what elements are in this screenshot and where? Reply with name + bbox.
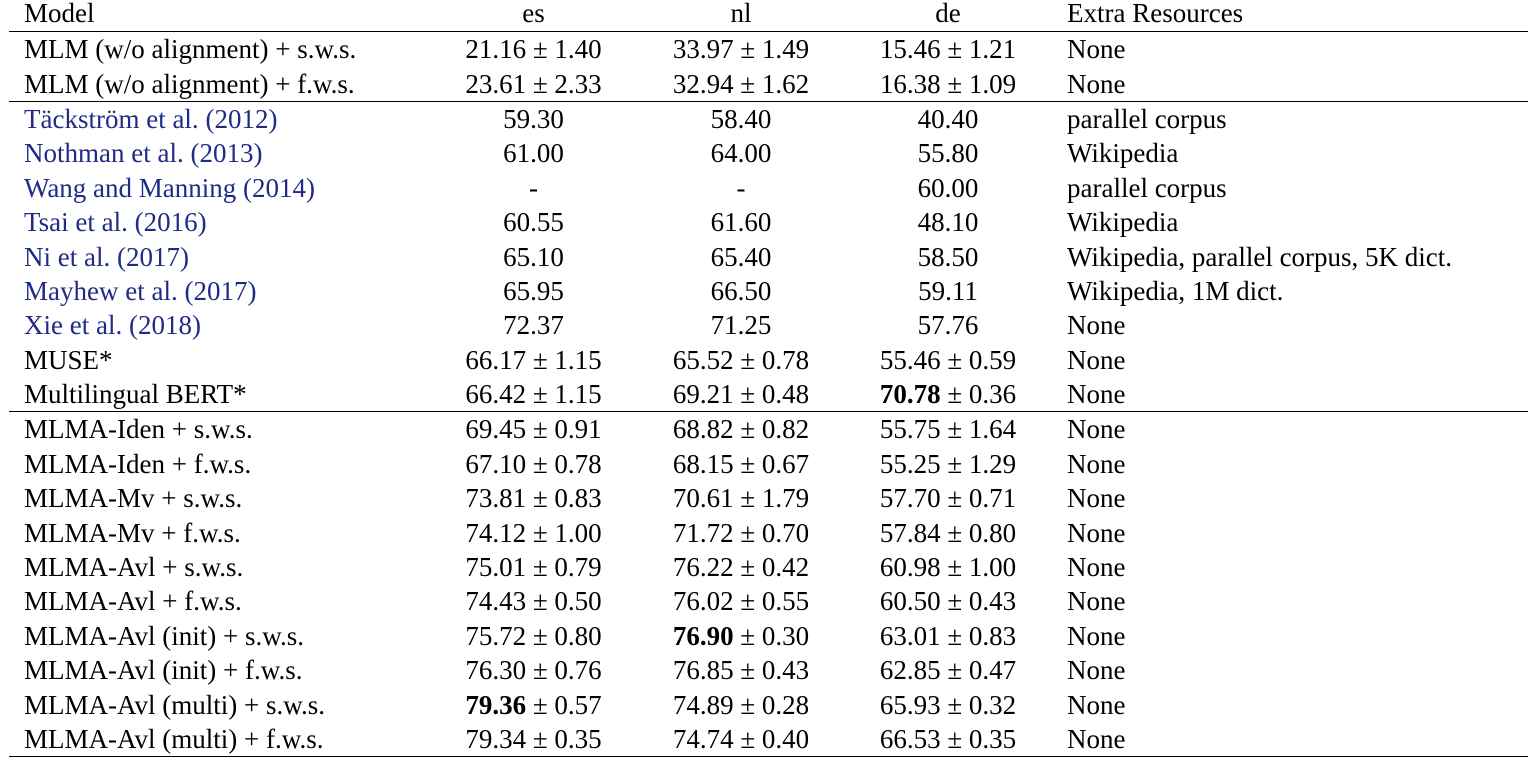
model-cell: MLMA-Mv + s.w.s. (24, 483, 243, 514)
es-sd: 1.15 (554, 379, 602, 410)
de-cell (844, 653, 1052, 687)
es-value: 76.30 (465, 655, 527, 686)
es-sd: 1.40 (554, 34, 602, 65)
pm-sign: ± (740, 344, 756, 375)
table-row (9, 584, 1528, 618)
extra-cell: parallel corpus (1067, 172, 1227, 203)
extra-cell: None (1067, 483, 1126, 514)
de-cell: 55.80 (917, 138, 979, 169)
nl-sd: 0.67 (761, 448, 810, 479)
de-cell (844, 481, 1052, 515)
table-row (9, 619, 1528, 653)
results-table (9, 0, 1528, 757)
model-cell: Tsai et al. (2016) (24, 207, 207, 238)
de-cell: 40.40 (844, 101, 1052, 136)
es-value: 69.45 (465, 414, 527, 445)
es-sd: 0.76 (554, 655, 602, 686)
de-sd: 0.36 (968, 379, 1017, 410)
es-sd: 1.00 (554, 517, 602, 548)
table-row (9, 377, 1528, 412)
pm-sign: ± (740, 620, 756, 651)
de-cell (844, 343, 1052, 377)
citation-year[interactable]: 2014 (252, 172, 307, 203)
model-cell: MLMA-Avl (multi) + s.w.s. (24, 689, 325, 720)
pm-sign: ± (532, 344, 548, 375)
pm-sign: ± (532, 68, 548, 99)
de-cell (844, 687, 1052, 721)
nl-cell (638, 32, 844, 67)
nl-sd: 0.48 (761, 379, 810, 410)
extra-cell: parallel corpus (1052, 101, 1528, 136)
citation-link[interactable]: Mayhew et al. (24, 275, 178, 306)
pm-sign: ± (947, 68, 963, 99)
de-value: 60.50 (879, 586, 941, 617)
model-cell: Multilingual BERT* (24, 379, 247, 410)
table-row (9, 515, 1528, 549)
es-cell (429, 653, 638, 687)
nl-cell (638, 66, 844, 101)
de-cell: 60.00 (917, 172, 979, 203)
es-cell (429, 515, 638, 549)
pm-sign: ± (532, 620, 548, 651)
es-sd: 0.57 (554, 689, 602, 720)
pm-sign: ± (740, 34, 756, 65)
es-cell: - (529, 172, 538, 203)
citation-year[interactable]: 2013 (199, 138, 254, 169)
nl-value: 74.89 (672, 689, 734, 720)
table-row (9, 687, 1528, 721)
es-cell (429, 32, 638, 67)
citation-link[interactable]: Wang and Manning (24, 172, 237, 203)
extra-cell: None (1067, 379, 1126, 410)
de-cell: 48.10 (917, 207, 979, 238)
model-cell: MLM (w/o alignment) + f.w.s. (24, 68, 355, 99)
citation-year[interactable]: 2017 (125, 241, 180, 272)
citation-year[interactable]: 2017 (193, 275, 248, 306)
es-cell (429, 412, 638, 447)
table-row (9, 274, 1528, 308)
es-cell (429, 447, 638, 481)
de-value: 63.01 (879, 620, 941, 651)
de-sd: 1.29 (968, 448, 1017, 479)
table-row (9, 308, 1528, 342)
es-sd: 0.79 (554, 552, 602, 583)
pm-sign: ± (740, 68, 756, 99)
nl-sd: 1.62 (761, 68, 810, 99)
model-cell: MUSE* (24, 344, 113, 375)
table-row (9, 412, 1528, 447)
es-value: 79.34 (465, 724, 527, 754)
nl-sd: 0.55 (761, 586, 810, 617)
model-cell: Mayhew et al. (2017) (24, 275, 257, 306)
model-cell: Ni et al. (2017) (24, 241, 189, 272)
pm-sign: ± (947, 620, 963, 651)
es-sd: 0.35 (554, 724, 602, 754)
table-row (9, 32, 1528, 67)
nl-sd: 0.42 (761, 552, 810, 583)
de-sd: 1.64 (968, 414, 1017, 445)
nl-cell (638, 550, 844, 584)
nl-value: 68.15 (672, 448, 734, 479)
extra-cell: None (1067, 68, 1126, 99)
citation-year[interactable]: 2012 (214, 103, 269, 134)
es-sd: 0.91 (554, 414, 602, 445)
pm-sign: ± (947, 517, 963, 548)
nl-sd: 1.79 (761, 483, 810, 514)
de-cell (844, 66, 1052, 101)
pm-sign: ± (532, 34, 548, 65)
pm-sign: ± (947, 448, 963, 479)
nl-cell (638, 377, 844, 412)
es-sd: 0.50 (554, 586, 602, 617)
pm-sign: ± (532, 448, 548, 479)
table-row (9, 239, 1528, 273)
nl-cell (638, 447, 844, 481)
nl-sd: 0.28 (761, 689, 810, 720)
es-cell: 65.10 (503, 241, 564, 272)
es-cell (429, 66, 638, 101)
table-row (9, 171, 1528, 205)
header-row (9, 0, 1528, 32)
model-cell: MLMA-Mv + f.w.s. (24, 517, 241, 548)
de-cell (844, 377, 1052, 412)
de-value: 55.75 (879, 414, 941, 445)
pm-sign: ± (532, 655, 548, 686)
de-value: 57.70 (879, 483, 941, 514)
de-value: 65.93 (879, 689, 941, 720)
header-model: Model (24, 0, 95, 28)
de-sd: 0.59 (968, 344, 1017, 375)
model-cell: MLMA-Avl (init) + f.w.s. (24, 655, 303, 686)
nl-value: 76.02 (672, 586, 734, 617)
es-sd: 0.80 (554, 620, 602, 651)
pm-sign: ± (740, 586, 756, 617)
es-cell (429, 687, 638, 721)
model-cell: MLMA-Avl (multi) + f.w.s. (9, 722, 429, 757)
nl-sd: 0.82 (761, 414, 810, 445)
table-row (9, 481, 1528, 515)
pm-sign: ± (947, 379, 963, 410)
es-cell (429, 550, 638, 584)
pm-sign: ± (947, 689, 963, 720)
de-sd: 1.21 (968, 34, 1017, 65)
citation-link[interactable]: Täckström et al. (24, 103, 199, 134)
es-sd: 0.78 (554, 448, 602, 479)
header-de: de (935, 0, 961, 28)
pm-sign: ± (532, 379, 548, 410)
section-baselines-mlm (9, 32, 1528, 102)
pm-sign: ± (740, 483, 756, 514)
de-sd: 1.00 (968, 552, 1017, 583)
nl-sd: 0.70 (761, 517, 810, 548)
es-value: 75.72 (465, 620, 527, 651)
table-row (9, 653, 1528, 687)
es-value: 75.01 (465, 552, 527, 583)
nl-cell (638, 619, 844, 653)
citation-link[interactable]: Nothman et al. (24, 138, 184, 169)
es-cell (429, 584, 638, 618)
de-sd: 0.71 (968, 483, 1017, 514)
extra-cell: None (1067, 620, 1126, 651)
model-cell: Täckström et al. (2012) (9, 101, 429, 136)
section-prior-work (9, 101, 1528, 412)
nl-value: 76.22 (672, 552, 734, 583)
citation-link[interactable]: Ni et al. (24, 241, 111, 272)
de-sd: 0.32 (968, 689, 1017, 720)
pm-sign: ± (532, 724, 548, 754)
nl-cell (638, 687, 844, 721)
es-value: 74.43 (465, 586, 527, 617)
de-sd: 1.09 (968, 68, 1017, 99)
extra-cell: None (1067, 689, 1126, 720)
es-cell (429, 619, 638, 653)
nl-cell: 71.25 (710, 310, 772, 341)
de-cell (844, 722, 1052, 757)
pm-sign: ± (532, 586, 548, 617)
pm-sign: ± (947, 34, 963, 65)
extra-cell: None (1067, 517, 1126, 548)
table-row (9, 205, 1528, 239)
citation-link[interactable]: Xie et al. (24, 310, 123, 341)
nl-cell (638, 722, 844, 757)
nl-cell: 66.50 (710, 275, 772, 306)
extra-cell: Wikipedia (1067, 207, 1179, 238)
de-cell (844, 515, 1052, 549)
pm-sign: ± (740, 689, 756, 720)
nl-sd: 0.40 (761, 724, 810, 754)
pm-sign: ± (740, 552, 756, 583)
nl-sd: 0.30 (761, 620, 810, 651)
table-row (9, 66, 1528, 101)
pm-sign: ± (532, 517, 548, 548)
pm-sign: ± (740, 379, 756, 410)
de-sd: 0.83 (968, 620, 1017, 651)
model-cell: MLMA-Avl + s.w.s. (24, 552, 244, 583)
es-value: 66.42 (465, 379, 527, 410)
extra-cell: None (1067, 655, 1126, 686)
es-cell: 61.00 (503, 138, 564, 169)
nl-cell (638, 481, 844, 515)
nl-cell: - (736, 172, 746, 203)
de-cell: 58.50 (917, 241, 979, 272)
es-value: 66.17 (465, 344, 527, 375)
nl-value: 69.21 (672, 379, 734, 410)
pm-sign: ± (947, 414, 963, 445)
nl-value: 65.52 (672, 344, 734, 375)
nl-cell (638, 584, 844, 618)
de-value: 66.53 (879, 724, 941, 754)
extra-cell: Wikipedia, parallel corpus, 5K dict. (1067, 241, 1453, 272)
es-value: 23.61 (465, 68, 527, 99)
de-cell: 57.76 (917, 310, 979, 341)
pm-sign: ± (947, 724, 963, 754)
nl-sd: 1.49 (761, 34, 810, 65)
pm-sign: ± (532, 689, 548, 720)
nl-value-best: 76.90 (672, 620, 734, 651)
de-value-best: 70.78 (879, 379, 941, 410)
pm-sign: ± (740, 517, 756, 548)
table-row (9, 722, 1528, 757)
table-row (9, 447, 1528, 481)
pm-sign: ± (740, 414, 756, 445)
nl-cell: 61.60 (710, 207, 772, 238)
de-cell (844, 447, 1052, 481)
table-row (9, 136, 1528, 170)
de-cell (844, 584, 1052, 618)
de-sd: 0.80 (968, 517, 1017, 548)
nl-sd: 0.43 (761, 655, 810, 686)
extra-cell: None (1067, 586, 1126, 617)
header-es: es (522, 0, 545, 28)
model-cell: MLM (w/o alignment) + s.w.s. (24, 34, 357, 65)
extra-cell: None (1067, 448, 1126, 479)
es-value: 67.10 (465, 448, 527, 479)
pm-sign: ± (740, 448, 756, 479)
model-cell: Wang and Manning (2014) (24, 172, 316, 203)
nl-cell: 64.00 (710, 138, 772, 169)
de-value: 57.84 (879, 517, 941, 548)
de-value: 62.85 (879, 655, 941, 686)
de-value: 16.38 (879, 68, 941, 99)
es-cell (429, 722, 638, 757)
es-sd: 0.83 (554, 483, 602, 514)
table-row (9, 550, 1528, 584)
de-cell (844, 32, 1052, 67)
extra-cell: Wikipedia, 1M dict. (1067, 275, 1284, 306)
pm-sign: ± (947, 552, 963, 583)
citation-year[interactable]: 2016 (143, 207, 198, 238)
model-cell: MLMA-Avl (init) + s.w.s. (24, 620, 304, 651)
nl-cell: 58.40 (638, 101, 844, 136)
nl-cell (638, 343, 844, 377)
de-value: 55.46 (879, 344, 941, 375)
model-cell: MLMA-Iden + s.w.s. (9, 412, 429, 447)
nl-value: 33.97 (672, 34, 734, 65)
es-cell: 59.30 (429, 101, 638, 136)
table-row (9, 101, 1528, 136)
de-sd: 0.43 (968, 586, 1017, 617)
header-nl: nl (730, 0, 752, 28)
es-sd: 2.33 (554, 68, 602, 99)
es-value: 73.81 (465, 483, 527, 514)
es-cell: 65.95 (503, 275, 564, 306)
pm-sign: ± (532, 552, 548, 583)
nl-value: 68.82 (672, 414, 734, 445)
nl-cell (638, 653, 844, 687)
es-cell: 60.55 (503, 207, 564, 238)
de-sd: 0.35 (968, 724, 1017, 754)
es-sd: 1.15 (554, 344, 602, 375)
es-value: 74.12 (465, 517, 527, 548)
de-cell (844, 619, 1052, 653)
model-cell: Xie et al. (2018) (24, 310, 201, 341)
extra-cell: None (1067, 344, 1126, 375)
pm-sign: ± (532, 414, 548, 445)
extra-cell: None (1067, 552, 1126, 583)
pm-sign: ± (947, 344, 963, 375)
pm-sign: ± (740, 724, 756, 754)
model-cell: Nothman et al. (2013) (24, 138, 263, 169)
table-row (9, 343, 1528, 377)
extra-cell: None (1052, 412, 1528, 447)
es-value-best: 79.36 (465, 689, 527, 720)
es-cell (429, 377, 638, 412)
extra-cell: None (1067, 310, 1126, 341)
nl-value: 71.72 (672, 517, 734, 548)
pm-sign: ± (947, 586, 963, 617)
nl-value: 74.74 (672, 724, 734, 754)
de-value: 60.98 (879, 552, 941, 583)
section-mlma (9, 412, 1528, 757)
de-sd: 0.47 (968, 655, 1017, 686)
de-value: 55.25 (879, 448, 941, 479)
extra-cell: Wikipedia (1067, 138, 1179, 169)
pm-sign: ± (532, 483, 548, 514)
nl-cell (638, 412, 844, 447)
nl-cell: 65.40 (710, 241, 772, 272)
de-cell (844, 550, 1052, 584)
es-cell (429, 343, 638, 377)
pm-sign: ± (947, 655, 963, 686)
de-value: 15.46 (879, 34, 941, 65)
model-cell: MLMA-Avl + f.w.s. (24, 586, 242, 617)
citation-link[interactable]: Tsai et al. (24, 207, 128, 238)
nl-value: 76.85 (672, 655, 734, 686)
pm-sign: ± (740, 655, 756, 686)
es-cell: 72.37 (503, 310, 564, 341)
es-value: 21.16 (465, 34, 527, 65)
es-cell (429, 481, 638, 515)
nl-sd: 0.78 (761, 344, 810, 375)
extra-cell: None (1052, 722, 1528, 757)
de-cell (844, 412, 1052, 447)
extra-cell: None (1067, 34, 1126, 65)
header-extra-resources: Extra Resources (1067, 0, 1244, 28)
nl-cell (638, 515, 844, 549)
nl-value: 70.61 (672, 483, 734, 514)
model-cell: MLMA-Iden + f.w.s. (24, 448, 252, 479)
pm-sign: ± (947, 483, 963, 514)
citation-year[interactable]: 2018 (137, 310, 192, 341)
nl-value: 32.94 (672, 68, 734, 99)
de-cell: 59.11 (918, 275, 978, 306)
